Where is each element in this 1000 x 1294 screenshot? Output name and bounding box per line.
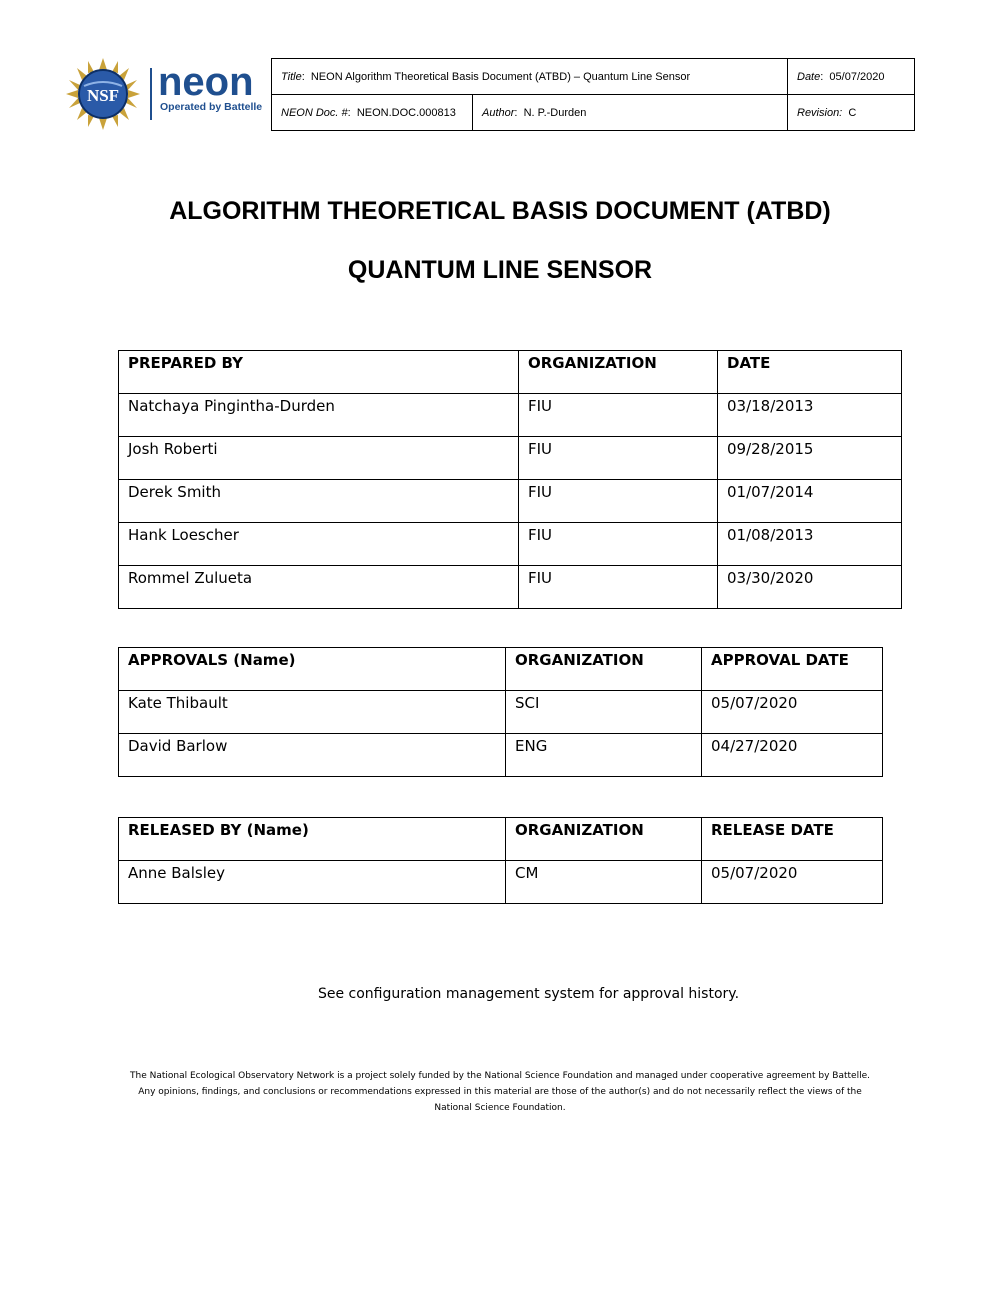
table-row xyxy=(119,861,883,904)
approver-organization: ENG xyxy=(506,734,702,777)
releaser-name: Anne Balsley xyxy=(119,861,506,904)
table-row xyxy=(119,691,883,734)
table-row xyxy=(119,480,902,523)
neon-tagline: Operated by Battelle xyxy=(160,101,263,113)
approval-history-note: See configuration management system for approval history. xyxy=(317,986,740,1002)
approver-name: David Barlow xyxy=(119,734,506,777)
approval-date: 04/27/2020 xyxy=(702,734,883,777)
approval-date: 05/07/2020 xyxy=(702,691,883,734)
header-author-cell: Author: N. P.-Durden xyxy=(473,95,788,131)
table-header-row xyxy=(119,648,883,691)
preparer-organization: FIU xyxy=(519,394,718,437)
preparer-organization: FIU xyxy=(519,523,718,566)
column-header: DATE xyxy=(718,351,902,394)
header-title-value: NEON Algorithm Theoretical Basis Document (ATBD) – Quantum Line Sensor xyxy=(310,70,691,83)
preparer-organization: FIU xyxy=(519,480,718,523)
approver-organization: SCI xyxy=(506,691,702,734)
nsf-seal-logo xyxy=(66,58,140,130)
preparer-organization: FIU xyxy=(519,437,718,480)
released-by-table xyxy=(118,817,883,904)
column-header: APPROVALS (Name) xyxy=(119,648,506,691)
column-header: RELEASE DATE xyxy=(702,818,883,861)
footer-line: Any opinions, findings, and conclusions or recommendations expressed in this material are those of the author(s) and do not necessarily reflect the views of the xyxy=(138,1087,862,1097)
column-header: RELEASED BY (Name) xyxy=(119,818,506,861)
preparer-date: 09/28/2015 xyxy=(718,437,902,480)
table-header-row xyxy=(119,818,883,861)
header-title-cell: Title: NEON Algorithm Theoretical Basis Document (ATBD) – Quantum Line Sensor xyxy=(272,59,788,95)
header-author-value: N. P.-Durden xyxy=(523,106,587,119)
header-date-cell: Date: 05/07/2020 xyxy=(788,59,915,95)
svg-text:NSF: NSF xyxy=(86,86,120,105)
approvals-table xyxy=(118,647,883,777)
preparer-name: Derek Smith xyxy=(119,480,519,523)
document-subtitle: QUANTUM LINE SENSOR xyxy=(347,256,653,284)
preparer-date: 03/18/2013 xyxy=(718,394,902,437)
preparer-organization: FIU xyxy=(519,566,718,609)
table-row xyxy=(119,566,902,609)
preparer-date: 03/30/2020 xyxy=(718,566,902,609)
column-header: PREPARED BY xyxy=(119,351,519,394)
column-header: APPROVAL DATE xyxy=(702,648,883,691)
table-row xyxy=(119,437,902,480)
header-doc-number-cell: NEON Doc. #: NEON.DOC.000813 xyxy=(272,95,473,131)
preparer-date: 01/07/2014 xyxy=(718,480,902,523)
table-row xyxy=(119,394,902,437)
header-revision-cell: Revision: C xyxy=(788,95,915,131)
release-date: 05/07/2020 xyxy=(702,861,883,904)
header-date-value: 05/07/2020 xyxy=(829,70,885,83)
preparer-date: 01/08/2013 xyxy=(718,523,902,566)
header-logos xyxy=(66,58,272,130)
releaser-organization: CM xyxy=(506,861,702,904)
preparer-name: Josh Roberti xyxy=(119,437,519,480)
footer-line: National Science Foundation. xyxy=(434,1103,566,1113)
neon-logo xyxy=(158,60,270,126)
preparer-name: Rommel Zulueta xyxy=(119,566,519,609)
table-header-row xyxy=(119,351,902,394)
document-title: ALGORITHM THEORETICAL BASIS DOCUMENT (ATBD) xyxy=(169,197,831,225)
logo-divider xyxy=(150,68,152,120)
table-row xyxy=(119,523,902,566)
column-header: ORGANIZATION xyxy=(506,648,702,691)
footer-disclaimer xyxy=(100,1068,900,1116)
header-doc-number-value: NEON.DOC.000813 xyxy=(356,106,456,119)
column-header: ORGANIZATION xyxy=(506,818,702,861)
approver-name: Kate Thibault xyxy=(119,691,506,734)
preparer-name: Hank Loescher xyxy=(119,523,519,566)
table-row xyxy=(119,734,883,777)
footer-line: The National Ecological Observatory Network is a project solely funded by the National Science Foundation and managed under cooperative agreement by Battelle. xyxy=(130,1071,870,1081)
preparer-name: Natchaya Pingintha-Durden xyxy=(119,394,519,437)
neon-wordmark: neon xyxy=(158,60,254,104)
document-header-table xyxy=(271,58,915,131)
prepared-by-table xyxy=(118,350,902,609)
header-revision-value: C xyxy=(848,106,857,119)
column-header: ORGANIZATION xyxy=(519,351,718,394)
